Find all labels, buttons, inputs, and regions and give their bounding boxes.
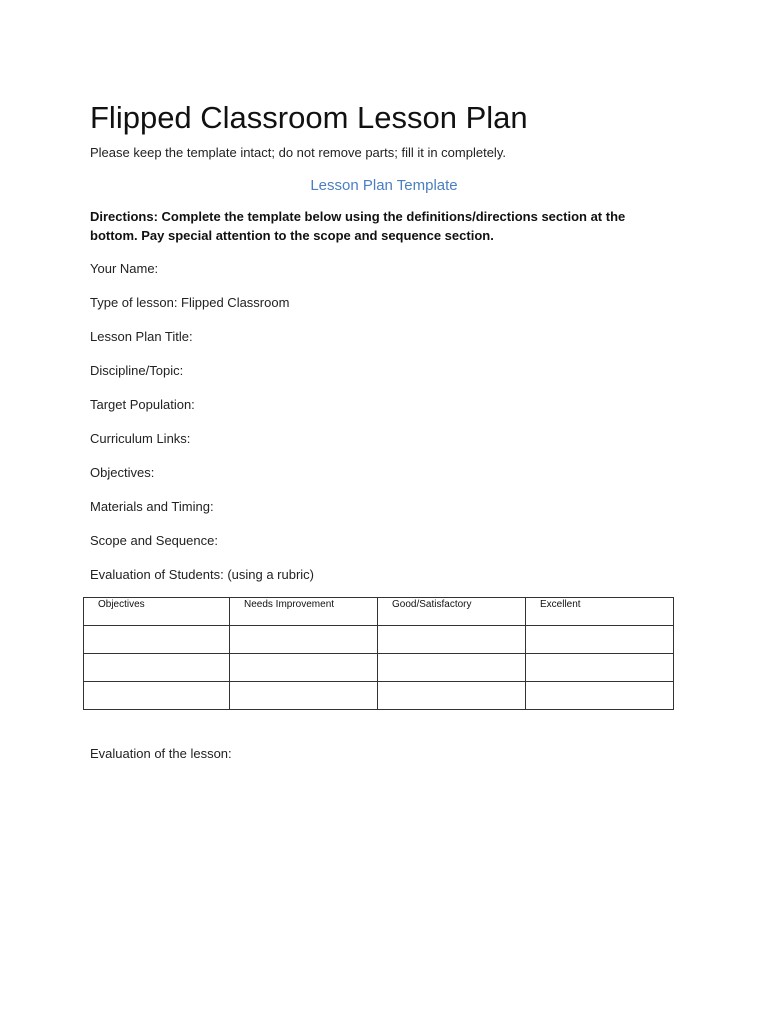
field-evaluation-lesson: Evaluation of the lesson:: [90, 746, 232, 761]
field-target-population: Target Population:: [90, 397, 195, 412]
rubric-cell[interactable]: [526, 682, 674, 710]
directions-text: Directions: Complete the template below using the definitions/directions section at the bottom. Pay special attention to the scope and sequence section.: [90, 209, 626, 243]
rubric-cell[interactable]: [378, 626, 526, 654]
rubric-cell[interactable]: [84, 626, 230, 654]
field-your-name: Your Name:: [90, 261, 159, 276]
rubric-cell[interactable]: [230, 626, 378, 654]
rubric-cell[interactable]: [84, 654, 230, 682]
field-type-of-lesson: Type of lesson: Flipped Classroom: [90, 295, 290, 310]
rubric-header-good-satisfactory: Good/Satisfactory: [378, 598, 526, 626]
rubric-cell[interactable]: [230, 682, 378, 710]
page-title: Flipped Classroom Lesson Plan: [90, 100, 528, 135]
field-materials-timing: Materials and Timing:: [90, 499, 214, 514]
rubric-cell[interactable]: [84, 682, 230, 710]
template-subtitle: Lesson Plan Template: [310, 177, 458, 194]
template-note: Please keep the template intact; do not remove parts; fill it in completely.: [90, 145, 506, 160]
rubric-cell[interactable]: [526, 626, 674, 654]
field-curriculum-links: Curriculum Links:: [90, 431, 191, 446]
rubric-cell[interactable]: [526, 654, 674, 682]
rubric-header-needs-improvement: Needs Improvement: [230, 598, 378, 626]
field-objectives: Objectives:: [90, 465, 155, 480]
field-evaluation-students: Evaluation of Students: (using a rubric): [90, 567, 315, 582]
rubric-cell[interactable]: [378, 682, 526, 710]
table-row: [84, 626, 674, 654]
field-lesson-plan-title: Lesson Plan Title:: [90, 329, 193, 344]
rubric-cell[interactable]: [378, 654, 526, 682]
field-scope-sequence: Scope and Sequence:: [90, 533, 218, 548]
rubric-header-excellent: Excellent: [526, 598, 674, 626]
rubric-header-objectives: Objectives: [84, 598, 230, 626]
rubric-header-row: [84, 598, 674, 626]
table-row: [84, 654, 674, 682]
rubric-cell[interactable]: [230, 654, 378, 682]
table-row: [84, 682, 674, 710]
rubric-table: [83, 597, 674, 710]
field-discipline-topic: Discipline/Topic:: [90, 363, 184, 378]
